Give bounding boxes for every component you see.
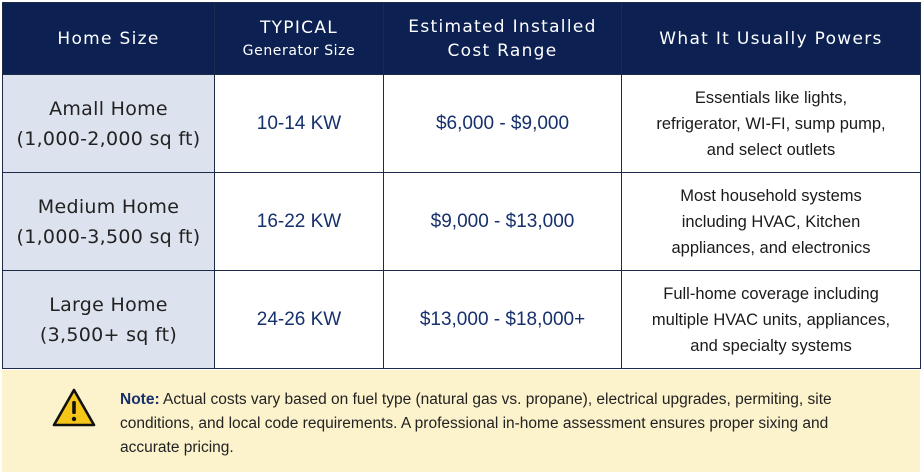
cost-range-cell: $6,000 - $9,000 xyxy=(384,75,622,173)
note-banner xyxy=(2,370,920,472)
generator-size-cell: 16-22 KW xyxy=(215,173,384,271)
warning-icon xyxy=(52,388,96,428)
generator-size-cell: 24-26 KW xyxy=(215,271,384,369)
home-size-cell: Large Home (3,500+ sq ft) xyxy=(3,271,215,369)
home-size-cell: Medium Home (1,000-3,500 sq ft) xyxy=(3,173,215,271)
table-row xyxy=(3,173,921,271)
table-header-row xyxy=(3,3,921,75)
powers-cell: Full-home coverage including multiple HVAC units, appliances, and specialty systems xyxy=(622,271,921,369)
header-generator-size: TYPICAL Generator Size xyxy=(215,3,384,75)
home-size-cell: Amall Home (1,000-2,000 sq ft) xyxy=(3,75,215,173)
table-row xyxy=(3,75,921,173)
powers-cell: Essentials like lights, refrigerator, WI-FI, sump pump, and select outlets xyxy=(622,75,921,173)
generator-size-cell: 10-14 KW xyxy=(215,75,384,173)
cost-range-cell: $13,000 - $18,000+ xyxy=(384,271,622,369)
header-cost-range: Estimated Installed Cost Range xyxy=(384,3,622,75)
header-home-size: Home Size xyxy=(3,3,215,75)
table-row xyxy=(3,271,921,369)
note-text xyxy=(120,388,880,460)
note-label: Note: xyxy=(120,391,160,408)
powers-cell: Most household systems including HVAC, Kitchen appliances, and electronics xyxy=(622,173,921,271)
generator-size-table xyxy=(2,2,921,369)
note-body: Actual costs vary based on fuel type (natural gas vs. propane), electrical upgrades, permiting, site conditions, and local code requirements. A professional in-home assessment ensures proper sixing and accurate pricing. xyxy=(120,391,832,456)
header-what-it-powers: What It Usually Powers xyxy=(622,3,921,75)
cost-range-cell: $9,000 - $13,000 xyxy=(384,173,622,271)
